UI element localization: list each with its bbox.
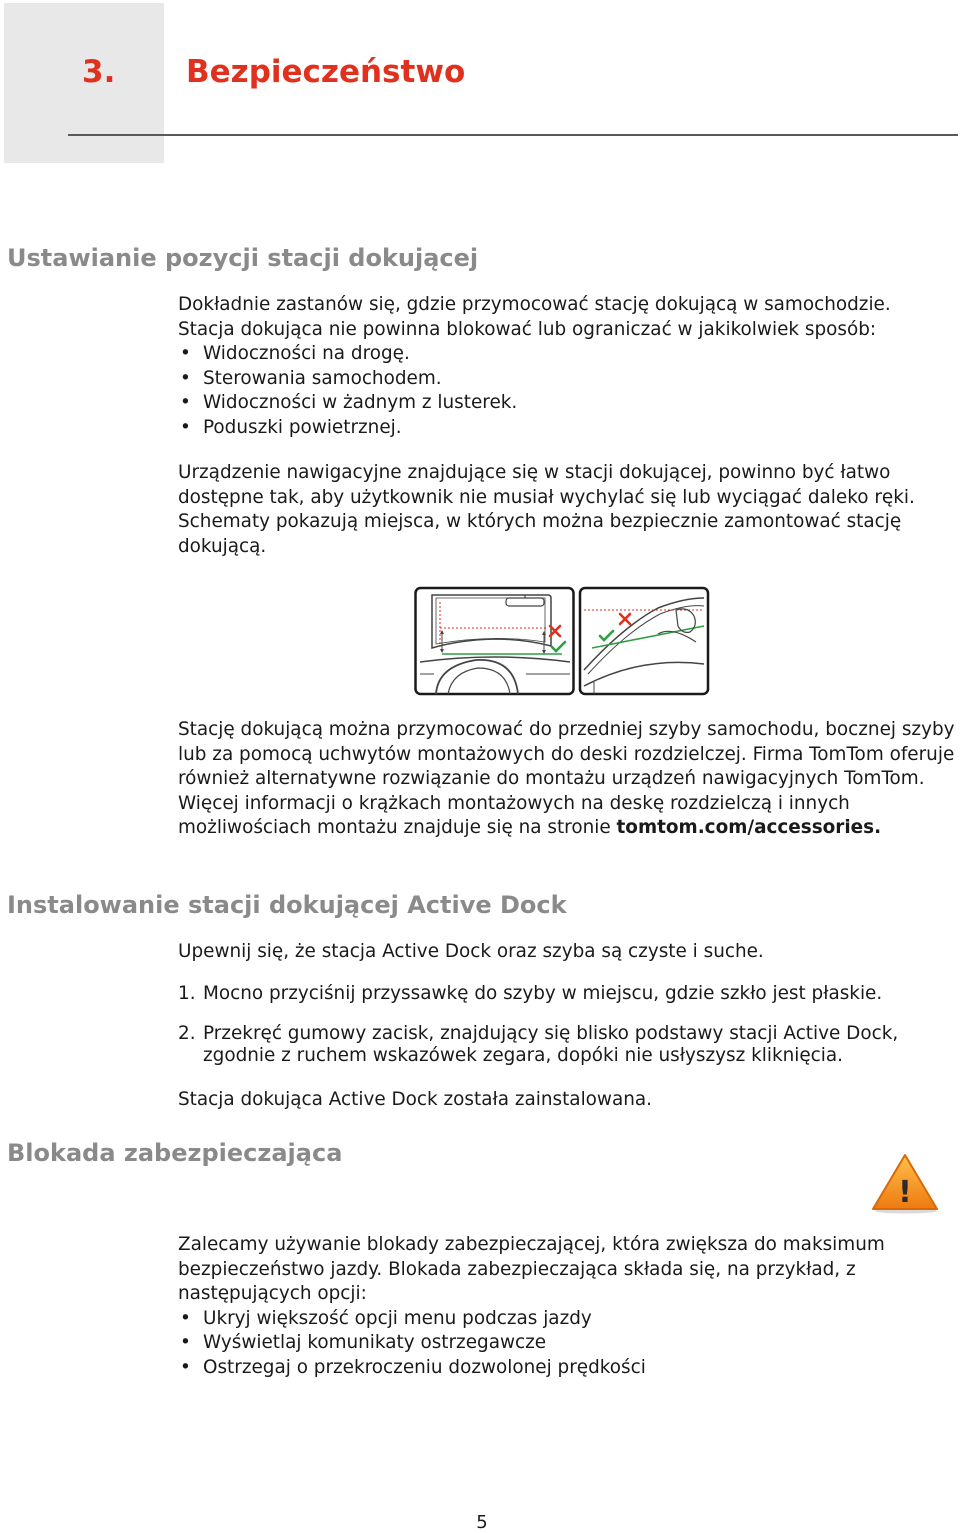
list-item: • Widoczności w żadnym z lusterek.	[178, 391, 956, 416]
step-text: Przekręć gumowy zacisk, znajdujący się blisko podstawy stacji Active Dock, zgodnie z ruchem wskazówek zegara, dopóki nie usłyszysz kliknięcia.	[203, 1023, 899, 1066]
step-number: 1.	[178, 983, 196, 1004]
chapter-rule	[68, 134, 958, 136]
paragraph: Urządzenie nawigacyjne znajdujące się w stacji dokującej, powinno być łatwo dostępne tak, aby użytkownik nie musiał wychylać się lub wyciągać daleko ręki. Schematy pokazują miejsca, w których można bezpiecznie zamontować stację dokującą.	[178, 462, 915, 557]
list-item	[178, 983, 956, 1005]
intro-line: Stacja dokująca nie powinna blokować lub ograniczać w jakikolwiek sposób:	[178, 318, 877, 340]
paragraph-text: Stację dokującą można przymocować do przedniej szyby samochodu, bocznej szyby lub za pomocą uchwytów montażowych do deski rozdzielczej. Firma TomTom oferuje również alternatywne rozwiązanie do montażu urządzeń nawigacyjnych TomTom. Więcej informacji o krążkach montażowych na deskę rozdzielczą i innych możliwościach montażu znajduje się na stronie	[178, 719, 955, 838]
step-number: 2.	[178, 1023, 196, 1044]
obstruction-list	[178, 342, 956, 440]
side-window-panel	[580, 588, 708, 694]
docking-position-intro	[178, 293, 956, 440]
list-item: • Widoczności na drogę.	[178, 342, 956, 367]
list-item	[178, 1023, 956, 1067]
docking-position-paragraph	[178, 461, 956, 559]
paragraph: Stacja dokująca Active Dock została zainstalowana.	[178, 1089, 653, 1110]
warning-glyph: !	[898, 1175, 912, 1210]
windscreen-panel	[416, 588, 574, 694]
active-dock-intro	[178, 940, 956, 965]
list-item: • Ukryj większość opcji menu podczas jazdy	[178, 1307, 956, 1332]
chapter-title: Bezpieczeństwo	[186, 54, 466, 90]
section-heading-docking-position: Ustawianie pozycji stacji dokującej	[7, 244, 479, 272]
step-text: Mocno przyciśnij przyssawkę do szyby w miejscu, gdzie szkło jest płaskie.	[203, 983, 883, 1004]
page-number: 5	[476, 1512, 488, 1533]
intro-line: Dokładnie zastanów się, gdzie przymocować stację dokującą w samochodzie.	[178, 294, 891, 315]
list-item: • Poduszki powietrznej.	[178, 416, 956, 441]
warning-icon	[870, 1152, 940, 1214]
safety-lock-body	[178, 1233, 956, 1380]
list-item: • Wyświetlaj komunikaty ostrzegawcze	[178, 1331, 956, 1356]
paragraph: Upewnij się, że stacja Active Dock oraz szyba są czyste i suche.	[178, 941, 764, 962]
active-dock-outro	[178, 1088, 956, 1113]
active-dock-steps	[178, 983, 956, 1067]
section-heading-safety-lock: Blokada zabezpieczająca	[7, 1139, 343, 1167]
paragraph: Zalecamy używanie blokady zabezpieczającej, która zwiększa do maksimum bezpieczeństwo jazdy. Blokada zabezpieczająca składa się, na przykład, z następujących opcji:	[178, 1234, 885, 1304]
section-heading-active-dock: Instalowanie stacji dokującej Active Dock	[7, 891, 567, 919]
accessories-link[interactable]: tomtom.com/accessories	[616, 817, 875, 838]
chapter-number: 3.	[82, 54, 116, 90]
docking-options-paragraph	[178, 718, 956, 841]
list-item: • Ostrzegaj o przekroczeniu dozwolonej prędkości	[178, 1356, 956, 1381]
paragraph-end: .	[874, 817, 882, 838]
list-item: • Sterowania samochodem.	[178, 367, 956, 392]
mounting-diagram	[414, 586, 710, 696]
paragraph	[178, 718, 956, 841]
steps-list	[178, 983, 956, 1067]
safety-options-list	[178, 1307, 956, 1381]
